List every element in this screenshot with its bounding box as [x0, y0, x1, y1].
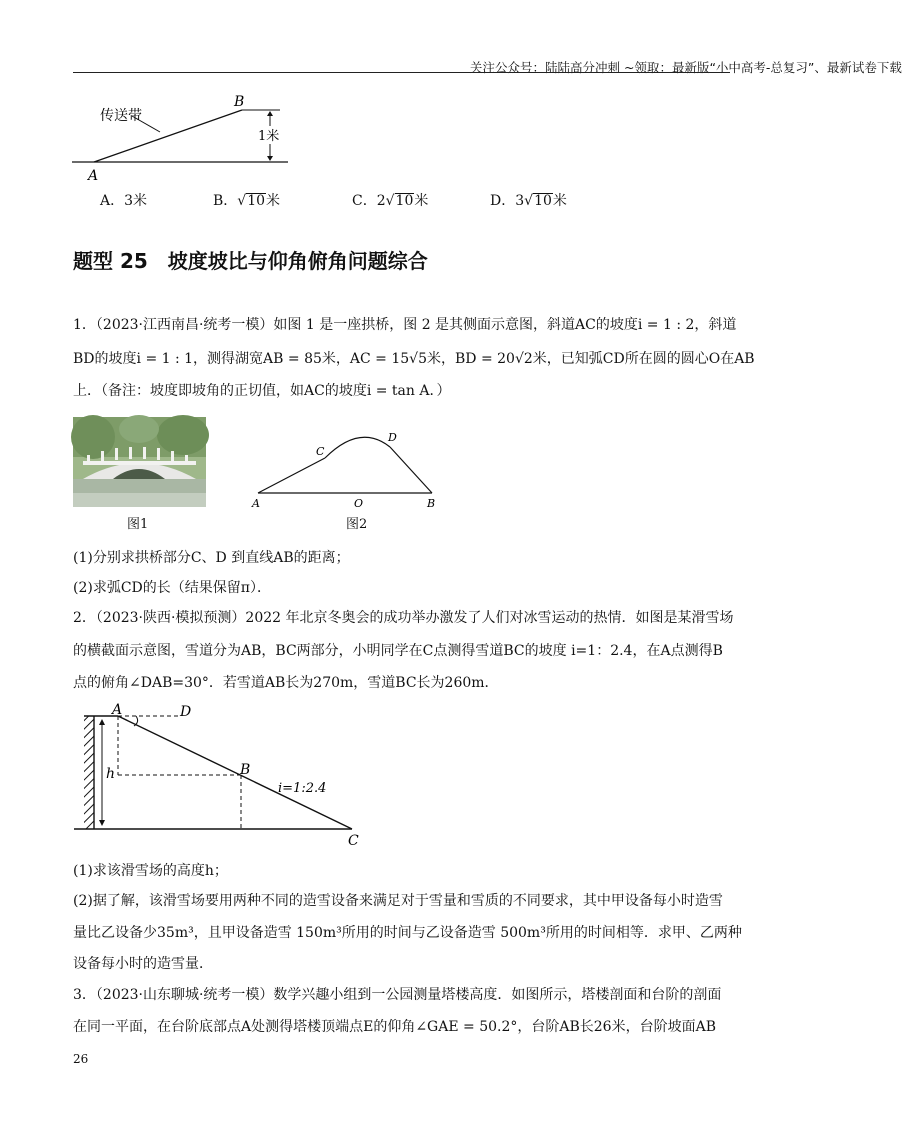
ski-label-a: A: [112, 702, 123, 718]
q1-line2: BD的坡度i = 1 : 1，测得湖宽AB = 85米，AC = 15√5米，BD = 20√2米，已知弧CD所在圆的圆心O在AB: [73, 351, 755, 367]
arch-diagram: [250, 425, 445, 513]
page-header: 关注公众号：陆陆高分冲刺 ~领取：最新版“小中高考-总复习”、最新试卷下载: [470, 60, 902, 75]
conveyor-belt-figure: [70, 92, 300, 184]
fig2-label-b: B: [427, 497, 436, 510]
ski-slope-diagram: [70, 700, 370, 850]
q3-line2: 在同一平面，在台阶底部点A处测得塔楼顶端点E的仰角∠GAE = 50.2°，台阶AB长26米，台阶坡面AB: [73, 1019, 716, 1035]
fig2-label-c: C: [316, 445, 325, 458]
ski-label-b: B: [240, 762, 251, 778]
section-title: 题型 25 坡度坡比与仰角俯角问题综合: [73, 249, 428, 273]
point-b-label: B: [234, 94, 245, 110]
q2-sub2-line3: 设备每小时的造雪量．: [73, 956, 213, 972]
fig2-label-a: A: [252, 497, 260, 510]
point-a-label: A: [88, 168, 99, 184]
bridge-photo: [73, 417, 206, 507]
q2-line3: 点的俯角∠DAB=30°．若雪道AB长为270m，雪道BC长为260m．: [73, 675, 499, 691]
ski-label-c: C: [348, 833, 359, 849]
q2-sub2-line2: 量比乙设备少35m³，且甲设备造雪 150m³所用的时间与乙设备造雪 500m³所用的时间相等．求甲、乙两种: [73, 925, 742, 941]
fig2-caption: 图2: [346, 517, 368, 532]
ski-label-h: h: [106, 766, 116, 782]
q1-line1: 1．（2023·江西南昌·统考一模）如图 1 是一座拱桥，图 2 是其侧面示意图，斜道AC的坡度i = 1 : 2，斜道: [73, 317, 737, 333]
header-divider: [73, 72, 730, 73]
q2-sub1: (1)求该滑雪场的高度h；: [73, 863, 228, 879]
option-b: B．√10米: [213, 193, 281, 209]
height-label: 1米: [258, 129, 280, 144]
option-c: C．2√10米: [352, 193, 429, 209]
q1-line3: 上．（备注：坡度即坡角的正切值，如AC的坡度i = tan A．）: [73, 383, 451, 399]
fig2-label-o: O: [354, 497, 364, 510]
q2-sub2-line1: (2)据了解，该滑雪场要用两种不同的造雪设备来满足对于雪量和雪质的不同要求，其中甲设备每小时造雪: [73, 893, 723, 909]
ski-slope-label: i=1:2.4: [278, 781, 327, 796]
page-number: 26: [73, 1052, 89, 1066]
q2-line1: 2．（2023·陕西·模拟预测）2022 年北京冬奥会的成功举办激发了人们对冰雪运动的热情．如图是某滑雪场: [73, 610, 734, 626]
q1-sub1: (1)分别求拱桥部分C、D 到直线AB的距离；: [73, 550, 350, 566]
q1-sub2: (2)求弧CD的长（结果保留π）．: [73, 580, 271, 596]
q3-line1: 3．（2023·山东聊城·统考一模）数学兴趣小组到一公园测量塔楼高度．如图所示，塔楼剖面和台阶的剖面: [73, 987, 722, 1003]
ski-label-d: D: [180, 704, 192, 720]
belt-label: 传送带: [100, 108, 142, 124]
fig1-caption: 图1: [127, 517, 149, 532]
option-d: D．3√10米: [490, 193, 567, 209]
option-a: A．3米: [100, 193, 148, 209]
q2-line2: 的横截面示意图，雪道分为AB，BC两部分，小明同学在C点测得雪道BC的坡度 i=1：2.4，在A点测得B: [73, 643, 723, 659]
fig2-label-d: D: [388, 431, 397, 444]
